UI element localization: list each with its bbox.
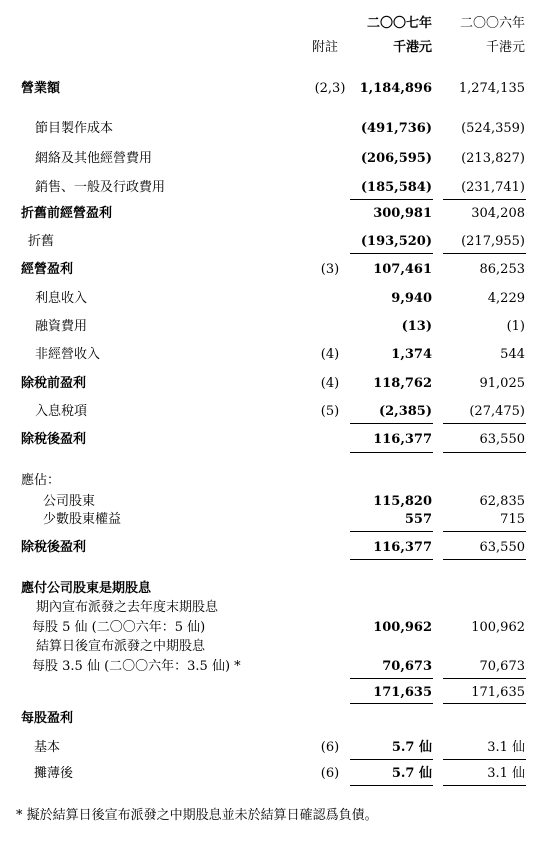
non-op-income-2007: 1,374 (391, 347, 432, 362)
shareholders-label: 公司股東 (43, 494, 96, 509)
selling-cost-2006: (231,741) (461, 180, 525, 195)
finance-cost-2006: (1) (506, 319, 525, 334)
subtotal-line (350, 199, 433, 200)
interest-income-2007: 9,940 (391, 291, 432, 306)
eps-basic-2006: 3.1 仙 (487, 740, 525, 755)
dividends-title: 應付公司股東是期股息 (21, 581, 152, 596)
interim-div-line2: 每股 3.5 仙 (二〇〇六年：3.5 仙) * (32, 659, 241, 674)
post-tax-profit-label: 除稅後盈利 (21, 432, 87, 447)
non-op-income-label: 非經營收入 (35, 347, 101, 362)
depreciation-2006: (217,955) (461, 234, 525, 249)
eps-basic-label: 基本 (34, 740, 61, 755)
revenue-label: 營業額 (21, 81, 61, 96)
subtotal-line (350, 759, 433, 760)
program-cost-2006: (524,359) (461, 121, 525, 136)
year-2006-header: 二〇〇六年 (459, 16, 525, 31)
network-cost-2007: (206,595) (360, 151, 432, 166)
pre-dep-profit-label: 折舊前經營盈利 (21, 206, 113, 221)
subtotal-line (350, 423, 433, 424)
eps-diluted-2006: 3.1 仙 (487, 766, 525, 781)
op-profit-2006: 86,253 (479, 262, 525, 277)
shareholders-2007: 115,820 (373, 494, 432, 509)
total-line (350, 785, 433, 786)
shareholders-2006: 62,835 (479, 494, 525, 509)
pre-dep-profit-2007: 300,981 (373, 206, 432, 221)
post-tax-profit-2006: 63,550 (479, 432, 525, 447)
subtotal-line (443, 253, 526, 254)
tax-label: 入息稅項 (35, 404, 88, 419)
interest-income-label: 利息收入 (35, 291, 88, 306)
total-line (350, 452, 433, 453)
tax-2006: (27,475) (469, 404, 525, 419)
subtotal-line (443, 678, 526, 679)
revenue-note: (2,3) (314, 81, 346, 96)
eps-diluted-label: 攤薄後 (34, 766, 74, 781)
depreciation-2007: (193,520) (360, 234, 432, 249)
div-total-2007: 171,635 (373, 685, 432, 700)
revenue-2006: 1,274,135 (458, 81, 525, 96)
tax-note: (5) (320, 404, 340, 419)
finance-cost-2007: (13) (401, 319, 432, 334)
tax-2007: (2,385) (378, 404, 432, 419)
total-line (443, 452, 526, 453)
subtotal-line (443, 199, 526, 200)
interim-div-2006: 70,673 (479, 659, 525, 674)
post-tax-profit-2007: 116,377 (373, 432, 432, 447)
post-tax-profit2-label: 除稅後盈利 (21, 540, 87, 555)
interim-div-2007: 70,673 (382, 659, 432, 674)
subtotal-line (350, 253, 433, 254)
program-cost-label: 節目製作成本 (35, 121, 114, 136)
program-cost-2007: (491,736) (360, 121, 432, 136)
pre-tax-profit-note: (4) (320, 376, 340, 391)
total-line (350, 559, 433, 560)
subtotal-line (443, 423, 526, 424)
unit-2006-header: 千港元 (485, 40, 525, 55)
total-line (443, 703, 526, 704)
eps-title: 每股盈利 (21, 711, 74, 726)
depreciation-label: 折舊 (28, 234, 55, 249)
final-div-2007: 100,962 (373, 620, 432, 635)
eps-basic-note: (6) (320, 740, 340, 755)
total-line (350, 703, 433, 704)
total-line (443, 785, 526, 786)
attributable-label: 應佔： (21, 473, 61, 488)
finance-cost-label: 融資費用 (35, 319, 88, 334)
footnote: * 擬於結算日後宣布派發之中期股息並未於結算日確認爲負債。 (16, 808, 378, 823)
interest-income-2006: 4,229 (487, 291, 525, 306)
network-cost-2006: (213,827) (461, 151, 525, 166)
non-op-income-note: (4) (320, 347, 340, 362)
final-div-2006: 100,962 (471, 620, 525, 635)
subtotal-line (443, 531, 526, 532)
div-total-2006: 171,635 (471, 685, 525, 700)
final-div-line1: 期內宣布派發之去年度末期股息 (36, 600, 219, 615)
pre-tax-profit-2006: 91,025 (479, 376, 525, 391)
year-2007-header: 二〇〇七年 (366, 16, 432, 31)
minority-2007: 557 (404, 512, 432, 527)
op-profit-2007: 107,461 (373, 262, 432, 277)
pre-tax-profit-2007: 118,762 (373, 376, 432, 391)
op-profit-label: 經營盈利 (21, 262, 74, 277)
pre-dep-profit-2006: 304,208 (471, 206, 525, 221)
interim-div-line1: 結算日後宣布派發之中期股息 (36, 639, 206, 654)
revenue-2007: 1,184,896 (359, 81, 432, 96)
post-tax-profit2-2007: 116,377 (373, 540, 432, 555)
total-line (443, 559, 526, 560)
eps-basic-2007: 5.7 仙 (391, 740, 432, 755)
minority-2006: 715 (500, 512, 525, 527)
notes-header: 附註 (312, 40, 339, 55)
eps-diluted-note: (6) (320, 766, 340, 781)
eps-diluted-2007: 5.7 仙 (391, 766, 432, 781)
op-profit-note: (3) (320, 262, 340, 277)
minority-label: 少數股東權益 (43, 512, 122, 527)
final-div-line2: 每股 5 仙 (二〇〇六年：5 仙) (32, 620, 206, 635)
subtotal-line (350, 678, 433, 679)
non-op-income-2006: 544 (500, 347, 525, 362)
subtotal-line (443, 759, 526, 760)
pre-tax-profit-label: 除稅前盈利 (21, 376, 87, 391)
selling-cost-2007: (185,584) (360, 180, 432, 195)
subtotal-line (350, 531, 433, 532)
network-cost-label: 網絡及其他經營費用 (35, 151, 153, 166)
unit-2007-header: 千港元 (392, 40, 432, 55)
post-tax-profit2-2006: 63,550 (479, 540, 525, 555)
selling-cost-label: 銷售、一般及行政費用 (35, 180, 166, 195)
